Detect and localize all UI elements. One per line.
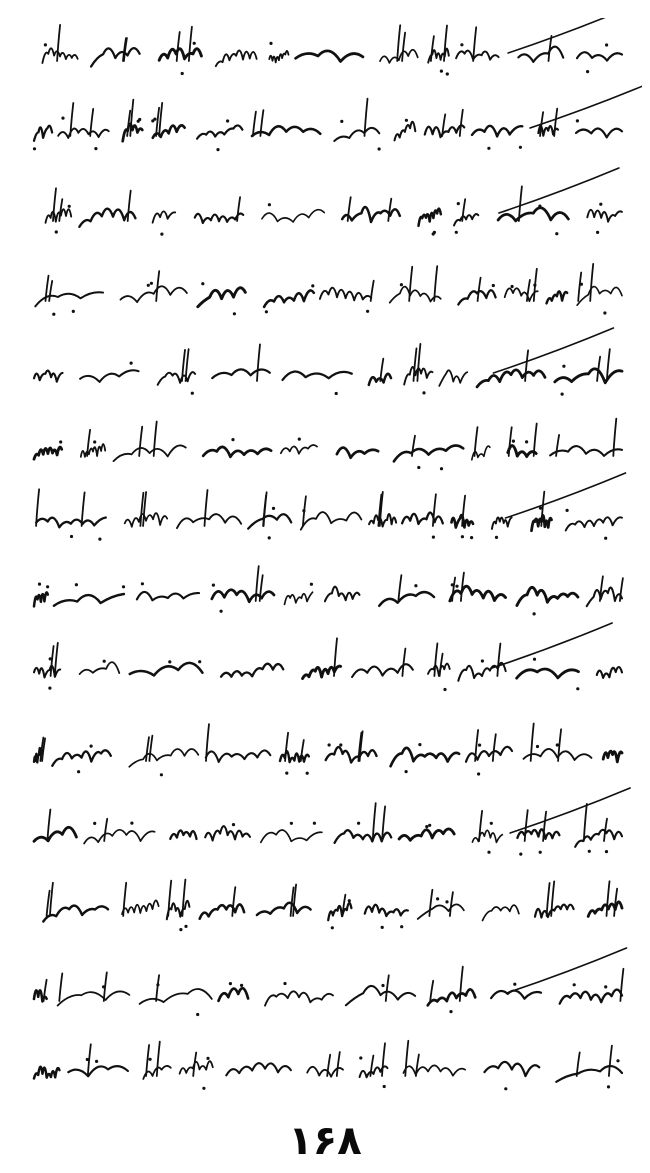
manuscript-line [34,566,623,615]
handwritten-text-body [22,18,642,1098]
manuscript-line [35,264,622,316]
manuscript-line [33,83,642,151]
handwriting-strokes [22,18,642,1098]
manuscript-line [34,724,622,777]
manuscript-line [34,1041,622,1091]
page-number: ۱۶۸ [288,1118,362,1164]
manuscript-line [34,948,627,1016]
manuscript-line [34,328,622,396]
manuscript-line [34,788,630,856]
manuscript-line [43,880,622,932]
manuscript-line [34,623,622,691]
manuscript-line [34,419,622,471]
manuscript-line [42,18,628,76]
manuscript-line [46,168,623,236]
manuscript-line [36,473,625,541]
